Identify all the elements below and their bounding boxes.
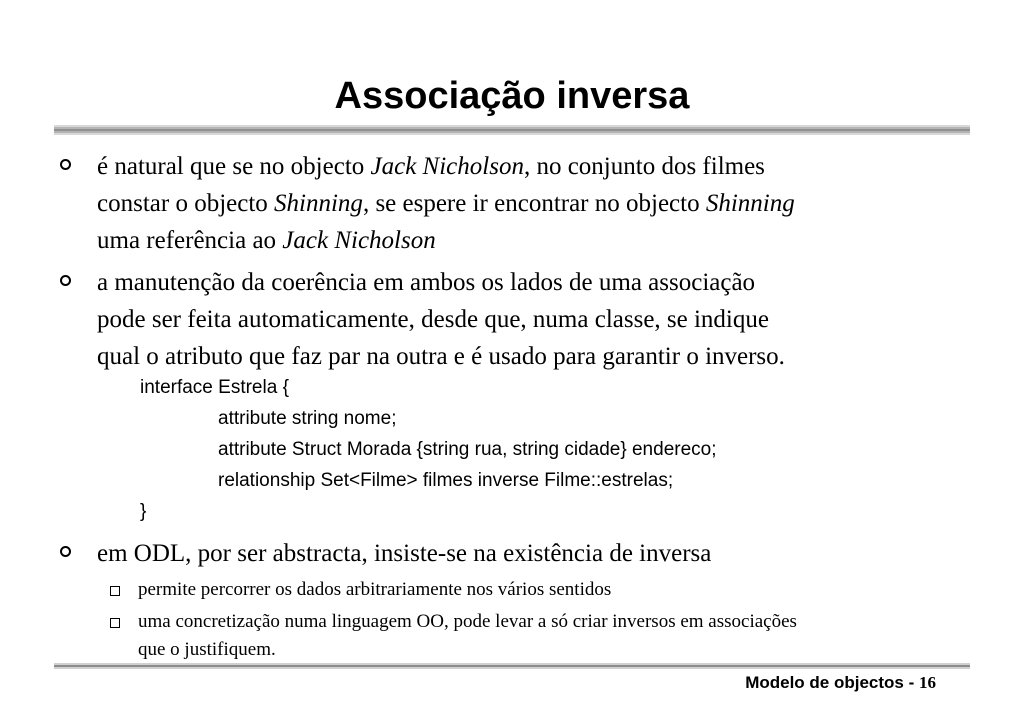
italic-segment: Jack Nicholson [282, 227, 436, 254]
slide-footer [745, 673, 936, 693]
code-line-1: interface Estrela { [140, 377, 289, 398]
code-line-2: attribute string nome; [218, 408, 397, 429]
text-segment: uma referência ao [97, 227, 283, 254]
subbullet-2-line-1: uma concretização numa linguagem OO, pode levar a só criar inversos em associações [138, 611, 797, 632]
subbullet-text-2 [138, 608, 960, 664]
text-segment: é natural que se no objecto [97, 153, 371, 180]
bullet-1-line-3 [97, 222, 970, 259]
bullet-1-line-2 [97, 185, 970, 222]
bullet-text-1 [97, 148, 970, 259]
bullet-text-2 [97, 264, 970, 375]
italic-segment: Shinning [274, 190, 363, 217]
bullet-1-line-1 [97, 148, 970, 185]
text-segment: constar o objecto [97, 190, 275, 217]
code-line-5: } [140, 501, 147, 522]
bullet-2-line-2: pode ser feita automaticamente, desde que, numa classe, se indique [97, 306, 769, 333]
slide-title: Associação inversa [334, 75, 690, 117]
code-line-4: relationship Set<Filme> filmes inverse Filme::estrelas; [218, 470, 674, 491]
subbullet-2-line-2: que o justifiquem. [138, 639, 276, 660]
footer-label: Modelo de objectos - [745, 673, 919, 692]
italic-segment: Jack Nicholson [370, 153, 524, 180]
bullet-text-3 [97, 535, 970, 572]
subbullet-1-line-1: permite percorrer os dados arbitrariamente nos vários sentidos [138, 579, 612, 600]
circle-bullet-icon [60, 159, 71, 170]
page-number: 16 [919, 673, 936, 692]
italic-segment: Shinning [705, 190, 795, 217]
square-bullet-icon [110, 586, 120, 596]
circle-bullet-icon [60, 275, 71, 286]
subbullet-text-1 [138, 576, 960, 604]
text-segment: , no conjunto dos filmes [523, 153, 765, 180]
bullet-3-line-1: em ODL, por ser abstracta, insiste-se na existência de inversa [97, 540, 712, 567]
bullet-2-line-1: a manutenção da coerência em ambos os lados de uma associação [97, 269, 756, 296]
text-segment: , se espere ir encontrar no objecto [362, 190, 706, 217]
title-divider [54, 125, 970, 135]
circle-bullet-icon [60, 546, 71, 557]
footer-divider [54, 663, 970, 669]
bullet-2-line-3: qual o atributo que faz par na outra e é usado para garantir o inverso. [97, 343, 785, 370]
code-line-3: attribute Struct Morada {string rua, string cidade} endereco; [218, 439, 717, 460]
square-bullet-icon [110, 618, 120, 628]
